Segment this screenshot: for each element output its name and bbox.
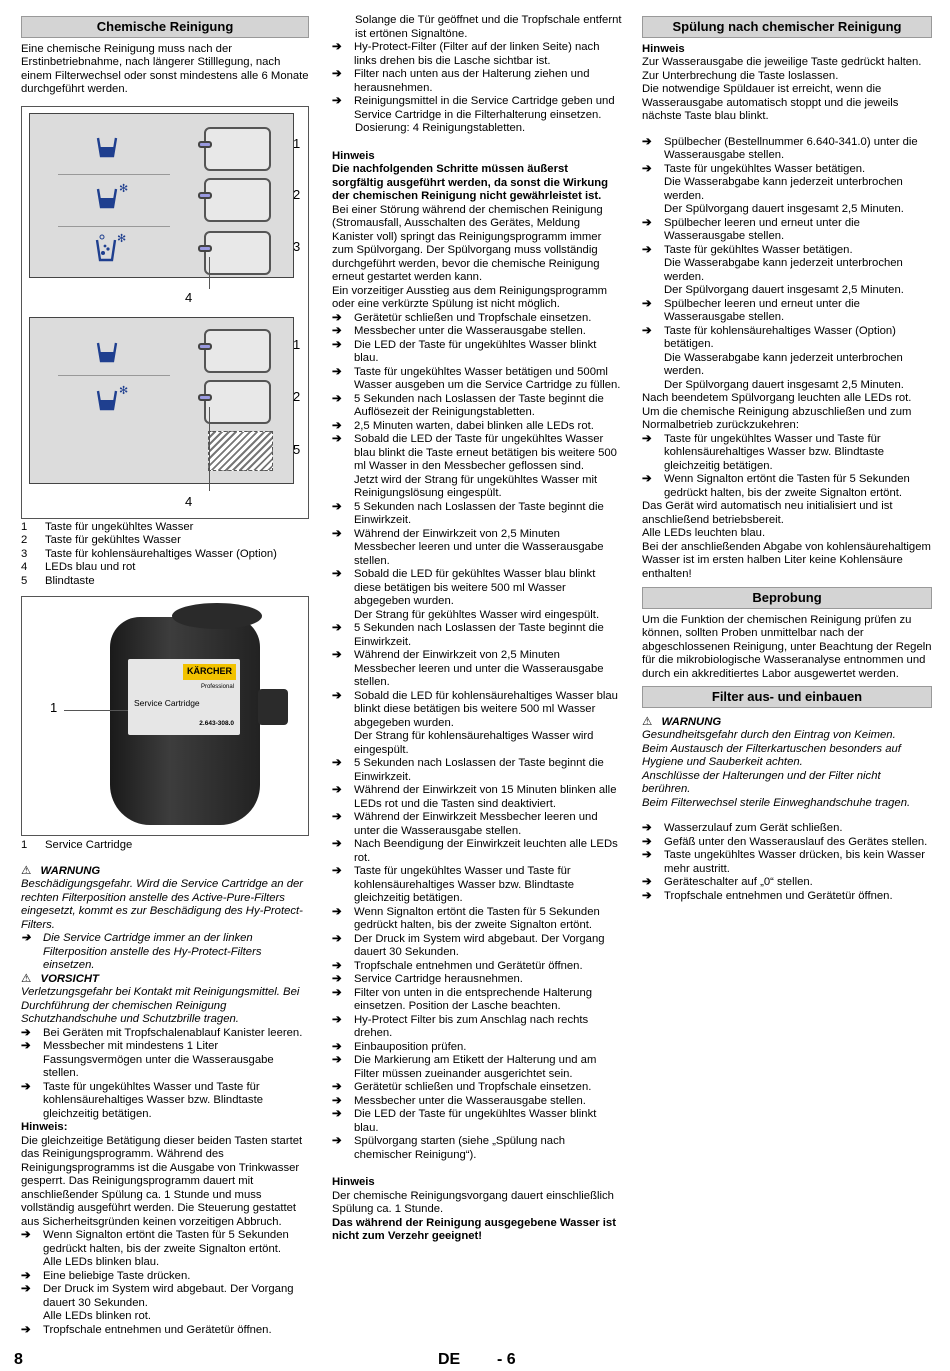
list-item-text (354, 420, 622, 434)
list-item-sub: Der Strang für kohlensäurehaltiges Wasser wird eingespült. (354, 730, 594, 756)
arrow-icon: ➔ (332, 392, 342, 405)
list-item (332, 312, 622, 326)
list-item-main: Taste für ungekühltes Wasser und Taste für kohlensäurehaltiges Wasser bzw. Blindtaste gleichzeitig betätigen. (354, 865, 574, 904)
cup-icon (96, 135, 118, 159)
arrow-icon: ➔ (332, 905, 342, 918)
column-1 (21, 16, 309, 1337)
list-item-text (354, 784, 622, 811)
list-item-text (664, 163, 932, 217)
hint-title: Hinweis (642, 42, 685, 55)
callout-1-photo: 1 (50, 700, 58, 715)
button-sparkling-upper[interactable] (204, 231, 271, 275)
list-item-text (354, 1041, 622, 1055)
arrow-icon: ➔ (332, 932, 342, 945)
list-item: ➔ Geräteschalter auf „0“ stellen. (642, 876, 813, 888)
list-item-text (354, 325, 622, 339)
list-item-main: Taste für ungekühltes Wasser betätigen und 500ml Wasser ausgeben um die Service Cartridge zu füllen. (354, 365, 621, 391)
svg-text:✻: ✻ (119, 181, 129, 195)
list-item (332, 973, 622, 987)
list-item (332, 987, 622, 1014)
hint-title: Hinweis (332, 149, 375, 162)
list-item (332, 906, 622, 933)
list-item-main: Während der Einwirkzeit von 15 Minuten blinken alle LEDs rot und die Tasten sind deaktiviert. (354, 784, 617, 810)
hint-title: Hinweis: (21, 1121, 68, 1133)
blind-button (208, 431, 273, 471)
list-item: ➔ Tropfschale entnehmen und Gerätetür öffnen. (21, 1323, 272, 1336)
list-item-main: Sobald die LED der Taste für ungekühltes Wasser blau blinkt die Taste erneut betätigen bis weitere 500 ml Wasser in den Messbecher geflossen sind. (354, 433, 617, 472)
list-item-text (354, 622, 622, 649)
legend-item: 3 Taste für kohlensäurehaltiges Wasser (Option) (21, 547, 277, 560)
brand-sublogo: Professional (200, 684, 234, 690)
list-item (332, 366, 622, 393)
led-2-lower (198, 394, 212, 401)
list-item-main: Spülbecher leeren und erneut unter die Wasserausgabe stellen. (664, 216, 860, 242)
arrow-icon: ➔ (332, 338, 342, 351)
list-item-text (354, 433, 622, 501)
cup-cold-icon-lower (96, 384, 130, 412)
list-item (332, 757, 622, 784)
cup-sparkling-icon (93, 231, 131, 263)
list-item-main: Messbecher unter die Wasserausgabe stellen. (354, 1094, 586, 1107)
list-item (332, 1095, 622, 1109)
list-item-text (354, 366, 622, 393)
final-text: Alle LEDs leuchten blau. (642, 527, 766, 539)
arrow-icon: ➔ (332, 568, 342, 580)
list-item-main: Taste für gekühltes Wasser betätigen. (664, 243, 853, 256)
list-item-main: Hy-Protect Filter bis zum Anschlag nach rechts drehen. (354, 1013, 589, 1039)
list-item-sub: Jetzt wird der Strang für ungekühltes Wasser mit Reinigungslösung eingespült. (354, 473, 598, 499)
arrow-icon: ➔ (332, 622, 342, 634)
list-item-main: 5 Sekunden nach Loslassen der Taste beginnt die Einwirkzeit. (354, 622, 604, 648)
language-code: DE (438, 1351, 461, 1368)
list-item (332, 1081, 622, 1095)
arrow-icon: ➔ (332, 419, 342, 432)
end-hint-title: Hinweis (332, 1176, 375, 1188)
figure-legend (21, 521, 309, 589)
callout-5-lower: 5 (293, 441, 301, 457)
list-item-text (664, 298, 932, 325)
list-item: ➔ Wenn Signalton ertönt die Tasten für 5 Sekunden gedrückt halten, bis der zweite Signalton ertönt. Alle LEDs blinken blau. (21, 1229, 289, 1268)
legend-item: 4 LEDs blau und rot (21, 561, 136, 573)
list-item-main: Wenn Signalton ertönt die Tasten für 5 Sekunden gedrückt halten, bis der zweite Signalton ertönt. (354, 905, 600, 931)
callout-3-upper: 3 (293, 238, 301, 254)
list-item: ➔ Filter nach unten aus der Halterung ziehen und herausnehmen. (332, 68, 590, 94)
warning-block-1: ⚠ WARNUNG Beschädigungsgefahr. Wird die Service Cartridge an der rechten Filterposition anstelle des Active-Pure-Filters eingesetzt, kommt es zur Beschädigung des Hy-Protect-Filters. ➔ Die Service Cartridge immer an der linken Filterposition anstelle des Hy-Protect-Filters einsetzen. (21, 864, 304, 971)
legend-item: 2 Taste für gekühltes Wasser (21, 534, 181, 546)
list-item: ➔ Der Druck im System wird abgebaut. Der Vorgang dauert 30 Sekunden. Alle LEDs blinken rot. (21, 1283, 294, 1322)
list-item-text (664, 244, 932, 298)
arrow-icon: ➔ (332, 500, 342, 513)
arrow-icon: ➔ (332, 433, 342, 445)
cartridge-label-text: Service Cartridge (134, 698, 200, 708)
arrow-icon: ➔ (332, 865, 342, 877)
list-item: ➔ Eine beliebige Taste drücken. (21, 1269, 191, 1282)
list-item-text (354, 906, 622, 933)
svg-text:✻: ✻ (117, 231, 127, 245)
heading-beprobung: Beprobung (642, 587, 932, 609)
hint-line: Zur Wasserausgabe die jeweilige Taste gedrückt halten. (642, 56, 922, 68)
list-item-main: Nach Beendigung der Einwirkzeit leuchten alle LEDs rot. (354, 838, 618, 864)
svg-text:✻: ✻ (119, 383, 129, 397)
list-item: ➔ Taste ungekühltes Wasser drücken, bis kein Wasser mehr austritt. (642, 849, 925, 875)
caution-block: ⚠ VORSICHT Verletzungsgefahr bei Kontakt mit Reinigungsmittel. Bei Durchführung der chemischen Reinigung Schutzhandschuhe und Schutzbrille tragen. (21, 972, 300, 1025)
list-item (332, 325, 622, 339)
list-item-main: 5 Sekunden nach Loslassen der Taste beginnt die Einwirkzeit. (354, 757, 604, 783)
after-text: Nach beendetem Spülvorgang leuchten alle LEDs rot. Um die chemische Reinigung abzuschließen und zum Normalbetrieb zurückzukehren: (642, 392, 912, 431)
list-item-text (664, 325, 932, 393)
list-item-text (354, 649, 622, 690)
list-item-text (354, 960, 622, 974)
list-item-text (354, 690, 622, 758)
list-item-text (354, 838, 622, 865)
list-item (642, 136, 932, 163)
cup-cold-icon (96, 182, 130, 210)
list-item: ➔ Gefäß unter den Wasserauslauf des Gerätes stellen. (642, 835, 928, 848)
list-item (332, 393, 622, 420)
list-item: ➔ Reinigungsmittel in die Service Cartridge geben und Service Cartridge in die Filterhalterung einsetzen. (332, 95, 615, 121)
list-item-main: 2,5 Minuten warten, dabei blinken alle LEDs rot. (354, 419, 594, 432)
list-item-main: Die LED der Taste für ungekühltes Wasser blinkt blau. (354, 1108, 597, 1134)
list-item-main: Spülbecher leeren und erneut unter die Wasserausgabe stellen. (664, 297, 860, 323)
hint-bold-text: Die nachfolgenden Schritte müssen äußerst sorgfältig ausgeführt werden, da sonst die Wirkung der chemischen Reinigung nicht gewährleistet ist. (332, 163, 609, 202)
led-3-upper (198, 245, 212, 252)
list-item-text (354, 1135, 622, 1162)
arrow-icon: ➔ (332, 325, 342, 337)
list-item-main: Tropfschale entnehmen und Gerätetür öffnen. (354, 959, 583, 972)
page-number-right: - 6 (497, 1351, 516, 1368)
list-item-main: Während der Einwirkzeit Messbecher leeren und unter die Wasserausgabe stellen. (354, 811, 598, 837)
list-item-text (354, 757, 622, 784)
cartridge-part-number: 2.643-308.0 (199, 720, 234, 727)
list-item-main: Service Cartridge herausnehmen. (354, 973, 523, 985)
hint-text: Ein vorzeitiger Ausstieg aus dem Reinigungsprogramm oder eine verkürzte Spülung ist nicht möglich. (332, 284, 608, 310)
heading-chemische-reinigung: Chemische Reinigung (21, 16, 309, 38)
list-item-text (354, 1095, 622, 1109)
list-item (332, 339, 622, 366)
list-item-main: Sobald die LED für kohlensäurehaltiges Wasser blau blinkt diese betätigen bis weitere 500 ml Wasser abgegeben wurden. (354, 689, 618, 729)
list-item-main: 5 Sekunden nach Loslassen der Taste beginnt die Auflösezeit der Reinigungstabletten. (354, 392, 604, 418)
arrow-icon: ➔ (332, 1108, 342, 1120)
list-item-main: Spülbecher (Bestellnummer 6.640-341.0) unter die Wasserausgabe stellen. (664, 135, 918, 161)
arrow-icon: ➔ (642, 243, 652, 256)
list-item-main: Filter von unten in die entsprechende Halterung einsetzen. Position der Lasche beachten. (354, 986, 593, 1012)
arrow-icon: ➔ (642, 324, 652, 337)
list-item (332, 1054, 622, 1081)
list-item: ➔ Taste für ungekühltes Wasser und Taste für kohlensäurehaltiges Wasser bzw. Blindtaste gleichzeitig betätigen. (642, 432, 884, 472)
list-item-main: Sobald die LED für gekühltes Wasser blau blinkt diese betätigen bis weitere 500 ml Wasser abgegeben wurden. (354, 568, 596, 607)
list-item-text (354, 865, 622, 906)
arrow-icon: ➔ (332, 1054, 342, 1066)
list-item-sub: Die Wasserabgabe kann jederzeit unterbrochen werden. (664, 351, 903, 377)
warning-icon: ⚠ (642, 715, 662, 728)
arrow-icon: ➔ (332, 689, 342, 702)
list-item (642, 325, 932, 393)
step-list (642, 136, 932, 393)
list-item (332, 1014, 622, 1041)
beprobung-text: Um die Funktion der chemischen Reinigung prüfen zu können, sollten Proben unmittelbar nach der abgeschlossenen Reinigung, unter Beachtung der Regeln für die mikrobiologische Wasseranalyse entnommen und durch ein akkreditiertes Labor ausgewertet werden. (642, 613, 932, 680)
list-item-sub: Die Wasserabgabe kann jederzeit unterbrochen werden. (664, 176, 903, 202)
arrow-icon: ➔ (332, 1040, 342, 1053)
list-item-text (354, 973, 622, 987)
list-item (642, 244, 932, 298)
list-item: ➔ Hy-Protect-Filter (Filter auf der linken Seite) nach links drehen bis die Lasche sichtbar ist. (332, 41, 600, 67)
list-item-text (664, 217, 932, 244)
end-hint-text: Der chemische Reinigungsvorgang dauert einschließlich Spülung ca. 1 Stunde. (332, 1189, 614, 1215)
list-item-sub: Der Strang für gekühltes Wasser wird eingespült. (354, 608, 600, 621)
list-item-sub: Die Wasserabgabe kann jederzeit unterbrochen werden. (664, 257, 903, 283)
list-item (642, 298, 932, 325)
arrow-icon: ➔ (332, 986, 342, 999)
list-item-text (354, 1014, 622, 1041)
list-item-text (664, 136, 932, 163)
led-1-lower (198, 343, 212, 350)
button-uncooled-lower[interactable] (204, 329, 271, 373)
list-item: ➔ Tropfschale entnehmen und Gerätetür öffnen. (642, 889, 893, 902)
list-item-main: Gerätetür schließen und Tropfschale einsetzen. (354, 1081, 592, 1093)
list-item (332, 1108, 622, 1135)
list-item: ➔ Taste für ungekühltes Wasser und Taste für kohlensäurehaltiges Wasser bzw. Blindtaste gleichzeitig betätigen. (21, 1080, 263, 1120)
list-item: ➔ Wenn Signalton ertönt die Tasten für 5 Sekunden gedrückt halten, bis der zweite Signalton ertönt. (642, 473, 910, 499)
list-item-main: Während der Einwirkzeit von 2,5 Minuten Messbecher leeren und unter die Wasserausgabe stellen. (354, 649, 604, 688)
list-item (332, 420, 622, 434)
brand-logo: KÄRCHER (183, 664, 236, 680)
end-hint-bold: Das während der Reinigung ausgegebene Wasser ist nicht zum Verzehr geeignet! (332, 1216, 616, 1242)
list-item-main: Spülvorgang starten (siehe „Spülung nach chemischer Reinigung“). (354, 1135, 566, 1161)
list-item (332, 690, 622, 758)
list-item: ➔ Messbecher mit mindestens 1 Liter Fassungsvermögen unter die Wasserausgabe stellen. (21, 1040, 274, 1079)
list-item-main: Die Markierung am Etikett der Halterung und am Filter müssen zueinander ausgerichtet sein. (354, 1054, 597, 1080)
final-text: Bei der anschließenden Abgabe von kohlensäurehaltigem Wasser ist im ersten halben Liter keine Kohlensäure enthalten! (642, 540, 931, 580)
list-item-text (354, 501, 622, 528)
list-item-text (354, 811, 622, 838)
button-uncooled-upper[interactable] (204, 127, 271, 171)
led-2-upper (198, 192, 212, 199)
final-text: Das Gerät wird automatisch neu initialisiert und ist anschließend betriebsbereit. (642, 500, 893, 526)
list-item: ➔ Bei Geräten mit Tropfschalenablauf Kanister leeren. (21, 1026, 303, 1039)
step-list (642, 822, 932, 903)
arrow-icon: ➔ (332, 757, 342, 769)
callout-4-lower: 4 (185, 493, 193, 509)
list-item-main: Der Druck im System wird abgebaut. Der Vorgang dauert 30 Sekunden. (354, 932, 605, 958)
list-item (332, 622, 622, 649)
list-item-main: 5 Sekunden nach Loslassen der Taste beginnt die Einwirkzeit. (354, 500, 604, 526)
list-item-main: Während der Einwirkzeit von 2,5 Minuten Messbecher leeren und unter die Wasserausgabe stellen. (354, 527, 604, 567)
page-number-left: 8 (14, 1351, 23, 1368)
arrow-icon: ➔ (642, 162, 652, 175)
list-item-text (354, 933, 622, 960)
legend-item: 1 Service Cartridge (21, 839, 133, 851)
led-1-upper (198, 141, 212, 148)
list-item-text (354, 312, 622, 326)
continued-text: Solange die Tür geöffnet und die Tropfschale entfernt ist ertönen Signaltöne. (355, 14, 622, 40)
arrow-icon: ➔ (332, 1013, 342, 1026)
list-item-main: Gerätetür schließen und Tropfschale einsetzen. (354, 311, 592, 324)
callout-1-lower: 1 (293, 336, 301, 352)
callout-2-lower: 2 (293, 388, 301, 404)
arrow-icon: ➔ (642, 135, 652, 148)
hint-line: Die notwendige Spüldauer ist erreicht, wenn die Wasserausgabe automatisch stoppt und die jeweils nächste Taste blau blinkt. (642, 83, 899, 122)
list-item (332, 784, 622, 811)
arrow-icon: ➔ (332, 959, 342, 972)
callout-4-upper: 4 (185, 289, 193, 305)
arrow-icon: ➔ (332, 811, 342, 823)
warning-block-3: ⚠ WARNUNG Gesundheitsgefahr durch den Eintrag von Keimen. Beim Austausch der Filterkartuschen besonders auf Hygiene und Sauberkeit achten. Anschlüsse der Halterungen und der Filter nicht berühren. Beim Filterwechsel sterile Einweghandschuhe tragen. (642, 715, 911, 809)
cartridge-label (128, 659, 240, 735)
list-item-main: Einbauposition prüfen. (354, 1040, 467, 1053)
list-item-text (354, 339, 622, 366)
arrow-icon: ➔ (332, 838, 342, 850)
column-2 (332, 14, 622, 1244)
list-item (332, 1135, 622, 1162)
arrow-icon: ➔ (332, 1081, 342, 1093)
list-item (642, 163, 932, 217)
button-cooled-upper[interactable] (204, 178, 271, 222)
list-item-text (354, 528, 622, 569)
list-item-sub: Der Spülvorgang dauert insgesamt 2,5 Minuten. (664, 378, 904, 391)
arrow-icon: ➔ (332, 527, 342, 540)
list-item-text (354, 987, 622, 1014)
arrow-icon: ➔ (332, 649, 342, 661)
list-item (332, 865, 622, 906)
list-item-main: Messbecher unter die Wasserausgabe stellen. (354, 325, 586, 337)
list-item (332, 838, 622, 865)
intro-text: Eine chemische Reinigung muss nach der Erstinbetriebnahme, nach längerer Stilllegung, nach einem Filterwechsel oder sonst mindestens alle 6 Monate durchgeführt werden. (21, 42, 309, 95)
arrow-icon: ➔ (332, 973, 342, 985)
list-item-sub: Der Spülvorgang dauert insgesamt 2,5 Minuten. (664, 284, 904, 296)
list-item (332, 960, 622, 974)
list-item-text (354, 1108, 622, 1135)
heading-filter: Filter aus- und einbauen (642, 686, 932, 708)
list-item-text (354, 568, 622, 622)
list-item (332, 933, 622, 960)
arrow-icon: ➔ (332, 365, 342, 378)
hint-text: Die gleichzeitige Betätigung dieser beiden Tasten startet das Reinigungsprogramm. Während des Reinigungsprogramms ist die Ausgabe von Trinkwasser gesperrt. Das Reinigungsprogramm dauert mit anschließender Spülung ca. 1 Stunde und muss vollständig ausgeführt werden. Die Steuerung gestattet aus Sicherheitsgründen keinen vorzeitigen Abbruch. (21, 1134, 303, 1228)
arrow-icon: ➔ (642, 216, 652, 229)
legend-item: 5 Blindtaste (21, 574, 95, 587)
step-list (332, 312, 622, 1163)
hint-line: Zur Unterbrechung die Taste loslassen. (642, 69, 839, 82)
list-item-text (354, 1081, 622, 1095)
hint-text: Bei einer Störung während der chemischen Reinigung (Stromausfall, Ausschalten des Gerätes, Meldung Kanister voll) springt das Reinigungsprogramm immer zum Spülvorgang. Der Spülvorgang muss vollständig durchgeführt werden, bevor die chemische Reinigung erneut gestartet werden kann. (332, 203, 603, 283)
column-3 (642, 16, 932, 903)
callout-1-upper: 1 (293, 135, 301, 151)
list-item-text (354, 393, 622, 420)
list-item-text (354, 1054, 622, 1081)
dosage-text: Dosierung: 4 Reinigungstabletten. (355, 122, 526, 134)
callout-2-upper: 2 (293, 186, 301, 202)
list-item-main: Taste für kohlensäurehaltiges Wasser (Option) betätigen. (664, 324, 896, 350)
list-item (332, 528, 622, 569)
arrow-icon: ➔ (332, 784, 342, 796)
warning-icon: ⚠ (21, 972, 41, 985)
list-item (332, 1041, 622, 1055)
cartridge-photo (21, 596, 309, 836)
arrow-icon: ➔ (332, 311, 342, 324)
list-item: ➔ Wasserzulauf zum Gerät schließen. (642, 822, 843, 834)
list-item (332, 501, 622, 528)
arrow-icon: ➔ (642, 297, 652, 310)
arrow-icon: ➔ (332, 1094, 342, 1107)
list-item (642, 217, 932, 244)
list-item-sub: Der Spülvorgang dauert insgesamt 2,5 Minuten. (664, 203, 904, 215)
arrow-icon: ➔ (332, 1135, 342, 1147)
list-item-main: Taste für ungekühltes Wasser betätigen. (664, 162, 866, 175)
list-item (332, 433, 622, 501)
list-item-main: Die LED der Taste für ungekühltes Wasser blinkt blau. (354, 338, 597, 364)
cup-icon-lower (96, 340, 118, 364)
heading-spuelung: Spülung nach chemischer Reinigung (642, 16, 932, 38)
warning-icon: ⚠ (21, 864, 41, 877)
control-panel-figure (21, 106, 309, 519)
list-item (332, 811, 622, 838)
list-item (332, 568, 622, 622)
button-cooled-lower[interactable] (204, 380, 271, 424)
list-item (332, 649, 622, 690)
legend-item: 1 Taste für ungekühltes Wasser (21, 520, 194, 533)
